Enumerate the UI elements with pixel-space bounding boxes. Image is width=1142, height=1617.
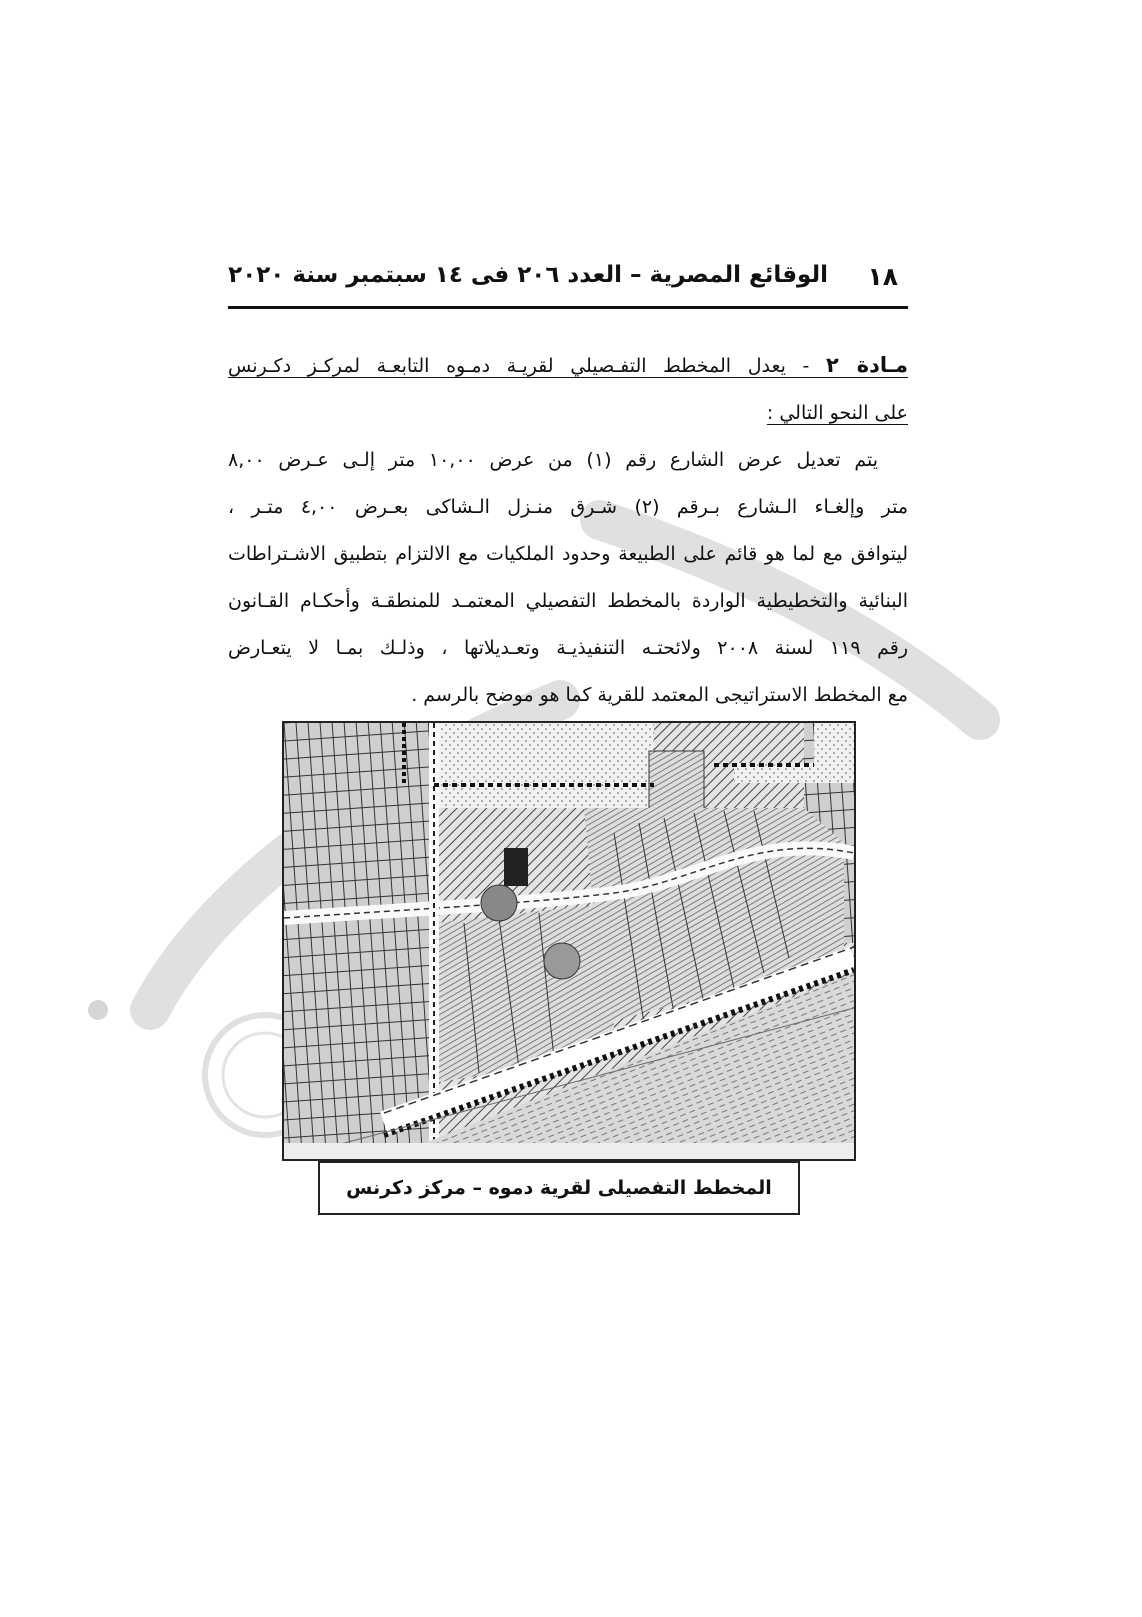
article-heading <box>228 342 908 390</box>
article-line: رقم ١١٩ لسنة ٢٠٠٨ ولائحتـه التنفيذيـة وتعـديلاتها ، وذلـك بمـا لا يتعـارض <box>228 637 908 659</box>
article-line: يتم تعديل عرض الشارع رقم (١) من عرض ١٠,٠٠ متر إلـى عـرض ٨,٠٠ <box>228 449 878 471</box>
page-header <box>228 262 908 296</box>
village-plan-map <box>282 721 856 1161</box>
article-body <box>228 342 908 719</box>
gazette-title: الوقائع المصرية – العدد ٢٠٦ فى ١٤ سبتمبر سنة ٢٠٢٠ <box>228 262 828 288</box>
article-heading-text: - يعدل المخطط التفـصيلي لقريـة دمـوه التابعـة لمركـز دكـرنس <box>228 355 827 377</box>
article-line: متر وإلغـاء الـشارع بـرقم (٢) شـرق منـزل الـشاكى بعـرض ٤,٠٠ متـر ، <box>228 496 908 518</box>
article-label: مـادة ٢ <box>826 353 908 377</box>
page-number: ١٨ <box>867 262 898 291</box>
map-caption: المخطط التفصيلى لقرية دموه – مركز دكرنس <box>318 1161 800 1215</box>
article-line: البنائية والتخطيطية الواردة بالمخطط التفصيلي المعتمـد للمنطقـة وأحكـام القـانون <box>228 590 908 612</box>
plan-drawing <box>284 723 854 1159</box>
article-line: ليتوافق مع لما هو قائم على الطبيعة وحدود الملكيات مع الالتزام بتطبيق الاشـتراطات <box>228 543 908 565</box>
article-line: مع المخطط الاستراتيجى المعتمد للقرية كما هو موضح بالرسم . <box>411 684 908 706</box>
header-divider <box>228 306 908 309</box>
article-heading-cont: على النحو التالي : <box>766 402 908 424</box>
